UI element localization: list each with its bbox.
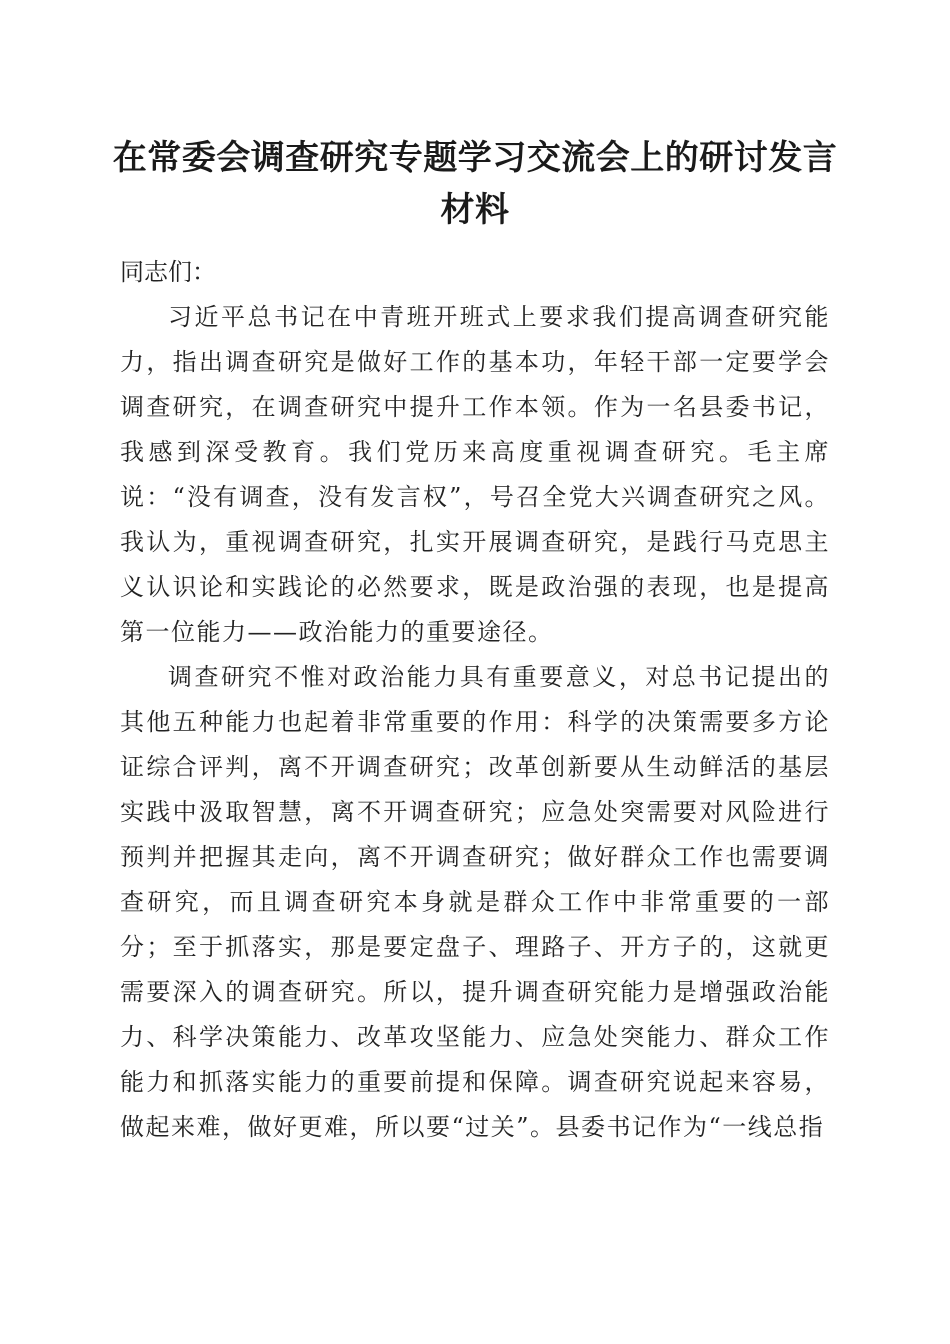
- paragraph-2: 调查研究不惟对政治能力具有重要意义，对总书记提出的其他五种能力也起着非常重要的作用：科学的决策需要多方论证综合评判，离不开调查研究；改革创新要从生动鲜活的基层实践中汲取智慧，离不开调查研究；应急处突需要对风险进行预判并把握其走向，离不开调查研究；做好群众工作也需要调查研究，而且调查研究本身就是群众工作中非常重要的一部分；至于抓落实，那是要定盘子、理路子、开方子的，这就更需要深入的调查研究。所以，提升调查研究能力是增强政治能力、科学决策能力、改革攻坚能力、应急处突能力、群众工作能力和抓落实能力的重要前提和保障。调查研究说起来容易，做起来难，做好更难，所以要“过关”。县委书记作为“一线总指: [120, 663, 830, 1141]
- paragraph-1: 习近平总书记在中青班开班式上要求我们提高调查研究能力，指出调查研究是做好工作的基本功，年轻干部一定要学会调查研究，在调查研究中提升工作本领。作为一名县委书记，我感到深受教育。我们党历来高度重视调查研究。毛主席说：“没有调查，没有发言权”，号召全党大兴调查研究之风。我认为，重视调查研究，扎实开展调查研究，是践行马克思主义认识论和实践论的必然要求，既是政治强的表现，也是提高第一位能力——政治能力的重要途径。: [120, 303, 830, 646]
- document-body: [120, 250, 830, 1150]
- salutation: 同志们：: [120, 258, 216, 286]
- document-title: 在常委会调查研究专题学习交流会上的研讨发言材料: [112, 138, 838, 230]
